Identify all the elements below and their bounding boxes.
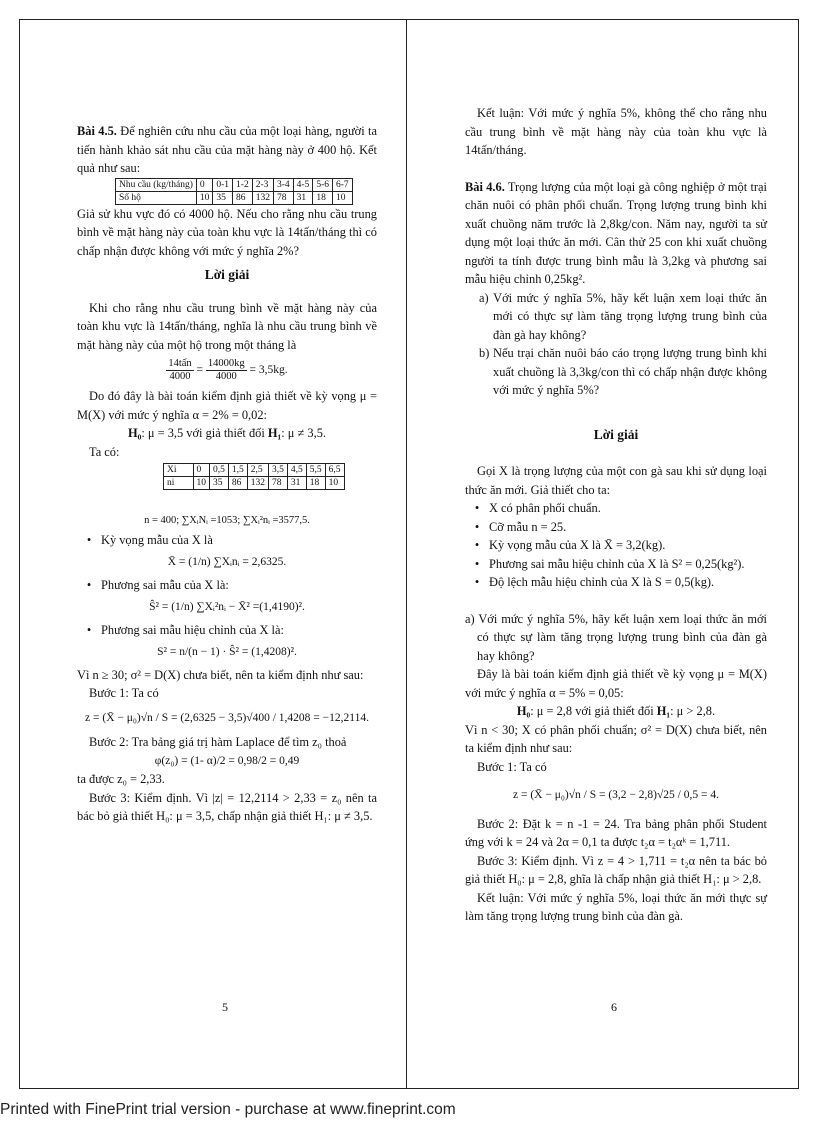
- table-cell: 4,5: [287, 464, 306, 477]
- paragraph: Kết luận: Với mức ý nghĩa 5%, không thể cho rằng nhu cầu trung bình về mặt hàng này của toàn khu vực là 14tấn/tháng.: [465, 106, 767, 157]
- fraction: [206, 358, 247, 383]
- table-cell: 31: [293, 191, 313, 204]
- conclusion: Kết luận: Với mức ý nghĩa 5%, loại thức ăn mới thực sự làm tăng trọng lượng trung bình của đàn gà.: [465, 890, 767, 923]
- sums-equation: n = 400; ∑XᵢNᵢ =1053; ∑Xᵢ²nᵢ =3577,5.: [144, 515, 310, 526]
- mean-equation: X̄ = (1/n) ∑Xᵢnᵢ = 2,6325.: [167, 556, 287, 568]
- table-cell: 2,5: [247, 464, 268, 477]
- bullet-text: Độ lệch mẫu hiệu chỉnh của X là S = 0,5(kg).: [489, 575, 715, 589]
- table-cell: 5,5: [306, 464, 325, 477]
- table-cell: 35: [213, 191, 233, 204]
- bullet-item: [465, 573, 767, 592]
- table-row: [164, 477, 345, 490]
- bullet-icon: •: [474, 538, 480, 552]
- paragraph: Khi cho rằng nhu cầu trung bình về mặt hàng này của toàn khu vực là 14tấn/tháng, nghĩa là nhu cầu trung bình về mặt hàng này của một hộ trong một tháng là: [77, 300, 377, 352]
- frequency-table: [163, 463, 345, 490]
- table-cell: 10: [325, 477, 344, 490]
- h0-text: : μ = 2,8 với giả thiết đối: [530, 704, 657, 718]
- table-row: [116, 191, 353, 204]
- bullet-item: [465, 555, 767, 574]
- table-cell: 6-7: [332, 178, 352, 191]
- bullet-text: Kỳ vọng mẫu của X là X̄ = 3,2(kg).: [489, 538, 666, 552]
- table-cell: 5-6: [313, 178, 333, 191]
- bullet-item: [77, 576, 377, 595]
- table-cell: 1-2: [233, 178, 253, 191]
- hypothesis-line: [465, 702, 767, 721]
- right-page: [465, 104, 767, 926]
- paragraph: ta được z₀ = 2,33.: [77, 772, 165, 786]
- table-cell: 10: [193, 477, 210, 490]
- h1-text: : μ ≠ 3,5.: [281, 426, 326, 440]
- table-cell: 86: [233, 191, 253, 204]
- step-3: Bước 3: Kiểm định. Vì z = 4 > 1,711 = t₂α nên ta bác bỏ giả thiết H₀: μ = 2,8, ghĩa là chấp nhận giả thiết H₁: μ > 2,8.: [465, 853, 767, 886]
- problem-text-2: Giả sử khu vực đó có 4000 hộ. Nếu cho rằng nhu cầu trung bình về mặt hàng này của toàn khu vực là 14tấn/tháng thì có chấp nhận được không với mức ý nghĩa 2%?: [77, 206, 377, 258]
- problem-label: Bài 4.6.: [465, 179, 505, 194]
- corrected-variance-equation: S² = n/(n − 1) · Ŝ² = (1,4208)².: [157, 646, 297, 658]
- bullet-icon: •: [86, 622, 92, 637]
- paragraph: Vì n ≥ 30; σ² = D(X) chưa biết, nên ta kiểm định như sau:: [77, 667, 364, 682]
- h1-label: H₁: [656, 704, 671, 718]
- table-cell: 132: [247, 477, 268, 490]
- bullet-text: Phương sai mẫu của X là:: [101, 577, 229, 592]
- equation-per-household: $\frac{\text{14tấn}}{4000}$ = $\frac{14000kg}{4000}$ = 3,5kg.: [168, 358, 288, 382]
- paragraph: Do đó đây là bài toán kiểm định giả thiết về kỳ vọng μ = M(X) với mức ý nghĩa α = 2% = 0,02:: [77, 389, 377, 422]
- page-divider: [406, 19, 407, 1089]
- bullet-item: [465, 499, 767, 518]
- problem-4-5: [77, 122, 377, 178]
- table-cell: 0-1: [213, 178, 233, 191]
- step-1: Bước 1: Ta có: [89, 686, 159, 700]
- problem-text: Trọng lượng của một loại gà công nghiệp ở một trại chăn nuôi có phân phối chuẩn. Trọng lượng trung bình khi xuất chuồng năm trước là 2,8kg/con. Năm nay, người ta sử dụng một loại thức ăn mới. Cân thử 25 con khi xuất chuồng người ta tính được trung bình mẫu là 3,2kg và phương sai mẫu hiệu chỉnh 0,25kg².: [465, 179, 767, 286]
- bullet-text: Cỡ mẫu n = 25.: [489, 519, 567, 534]
- bullet-text: X có phân phối chuẩn.: [489, 501, 601, 515]
- page-number-left: 5: [222, 1000, 228, 1014]
- bullet-item: [465, 518, 767, 537]
- question-a: a) Với mức ý nghĩa 5%, hãy kết luận xem loại thức ăn mới có thực sự làm tăng trọng lượng trung bình của đàn gà hay không?: [479, 290, 767, 342]
- table-cell: 0,5: [210, 464, 229, 477]
- numerator: 14000kg: [207, 358, 245, 369]
- z-equation: z = (X̄ − μ₀)√n / S = (2,6325 − 3,5)√400 / 1,4208 = −12,2114.: [85, 711, 369, 724]
- question-b: b) Nếu trại chăn nuôi báo cáo trọng lượng trung bình khi xuất chuồng là 3,3kg/con thì có chấp nhận được không với mức ý nghĩa 5%?: [479, 346, 767, 397]
- bullet-text: Phương sai mẫu hiệu chỉnh của X là:: [101, 622, 284, 637]
- bullet-text: Phương sai mẫu hiệu chỉnh của X là S² = 0,25(kg²).: [489, 556, 745, 571]
- table-cell: 18: [306, 477, 325, 490]
- table-cell: Xi: [164, 464, 194, 477]
- table-cell: 132: [252, 191, 273, 204]
- part-a: a) Với mức ý nghĩa 5%, hãy kết luận xem loại thức ăn mới có thực sự làm tăng trọng lượng trung bình của đàn gà hay không?: [465, 611, 767, 663]
- left-page: [77, 122, 377, 826]
- fineprint-footer: Printed with FinePrint trial version - purchase at www.fineprint.com: [0, 1101, 456, 1118]
- bullet-icon: •: [474, 501, 480, 515]
- variance-equation: Ŝ² = (1/n) ∑Xᵢ²nᵢ − X̄² =(1,4190)².: [149, 601, 305, 613]
- problem-4-6: [465, 178, 767, 289]
- bullet-icon: •: [474, 519, 480, 534]
- h1-text: : μ > 2,8.: [670, 704, 716, 718]
- table-cell: 4-5: [293, 178, 313, 191]
- table-cell: 18: [313, 191, 333, 204]
- h0-label: H₀: [516, 704, 531, 718]
- table-cell: 86: [228, 477, 247, 490]
- table-cell: 2-3: [252, 178, 273, 191]
- table-cell: 31: [287, 477, 306, 490]
- paragraph: Vì n < 30; X có phân phối chuẩn; σ² = D(X) chưa biết, nên ta kiểm định như sau:: [465, 722, 767, 755]
- step-3: Bước 3: Kiểm định. Vì |z| = 12,2114 > 2,33 = z₀ nên ta bác bỏ giả thiết H₀: μ = 3,5, chấp nhận giả thiết H₁: μ ≠ 3,5.: [77, 790, 377, 823]
- table-cell: 3,5: [269, 464, 288, 477]
- table-cell: 0: [196, 178, 213, 191]
- table-cell: 0: [193, 464, 210, 477]
- step-1: Bước 1: Ta có: [477, 759, 547, 774]
- bullet-item: [77, 621, 377, 640]
- denominator: 4000: [215, 371, 237, 382]
- table-cell: Số hộ: [116, 191, 197, 204]
- table-row: [116, 178, 353, 191]
- hypothesis-line: [77, 424, 377, 443]
- table-cell: ni: [164, 477, 194, 490]
- table-cell: 78: [273, 191, 293, 204]
- z-equation: z = (X̄ − μ₀)√n / S = (3,2 − 2,8)√25 / 0,5 = 4.: [513, 789, 719, 801]
- step-2: Bước 2: Đặt k = n -1 = 24. Tra bảng phân phối Student ứng với k = 24 và 2α = 0,1 ta được t₂α = t₂αᵏ = 1,711.: [465, 816, 767, 849]
- bullet-icon: •: [474, 575, 480, 589]
- paragraph: Đây là bài toán kiểm định giả thiết về kỳ vọng μ = M(X) với mức ý nghĩa α = 5% = 0,05:: [465, 667, 767, 700]
- denominator: 4000: [169, 371, 191, 382]
- paragraph: Gọi X là trọng lượng của một con gà sau khi sử dụng loại thức ăn mới. Giả thiết cho ta:: [465, 464, 767, 497]
- fraction: [166, 358, 193, 383]
- bullet-item: [77, 531, 377, 550]
- table-cell: 1,5: [228, 464, 247, 477]
- step-2: Bước 2: Tra bảng giá trị hàm Laplace để tìm z₀ thoả: [89, 735, 347, 749]
- table-cell: 10: [196, 191, 213, 204]
- table-cell: 35: [210, 477, 229, 490]
- solution-title: Lời giải: [593, 426, 639, 442]
- table-cell: Nhu cầu (kg/tháng): [116, 178, 197, 191]
- bullet-icon: •: [86, 577, 92, 592]
- table-row: [164, 464, 345, 477]
- numerator: 14tấn: [168, 358, 192, 369]
- solution-title: Lời giải: [204, 267, 250, 282]
- table-cell: 10: [332, 191, 352, 204]
- problem-text: Để nghiên cứu nhu cầu của một loại hàng, người ta tiến hành khảo sát nhu cầu của mặt hàng này ở 400 hộ. Kết quả như sau:: [77, 124, 377, 175]
- equation-result: = 3,5kg.: [249, 364, 288, 377]
- table-cell: 3-4: [273, 178, 293, 191]
- h0-text: : μ = 3,5 với giả thiết đối: [141, 426, 268, 440]
- table-cell: 6,5: [325, 464, 344, 477]
- demand-table: [115, 178, 353, 205]
- paragraph: Ta có:: [89, 444, 120, 459]
- table-cell: 78: [269, 477, 288, 490]
- bullet-icon: •: [474, 556, 480, 571]
- h0-label: H₀: [127, 426, 142, 440]
- problem-label: Bài 4.5.: [77, 124, 117, 138]
- phi-equation: φ(z₀) = (1- α)/2 = 0,98/2 = 0,49: [154, 754, 300, 767]
- h1-label: H₁: [267, 426, 282, 440]
- bullet-item: [465, 536, 767, 555]
- page-number-right: 6: [611, 1000, 617, 1014]
- bullet-text: Kỳ vọng mẫu của X là: [101, 532, 213, 547]
- bullet-icon: •: [86, 532, 92, 547]
